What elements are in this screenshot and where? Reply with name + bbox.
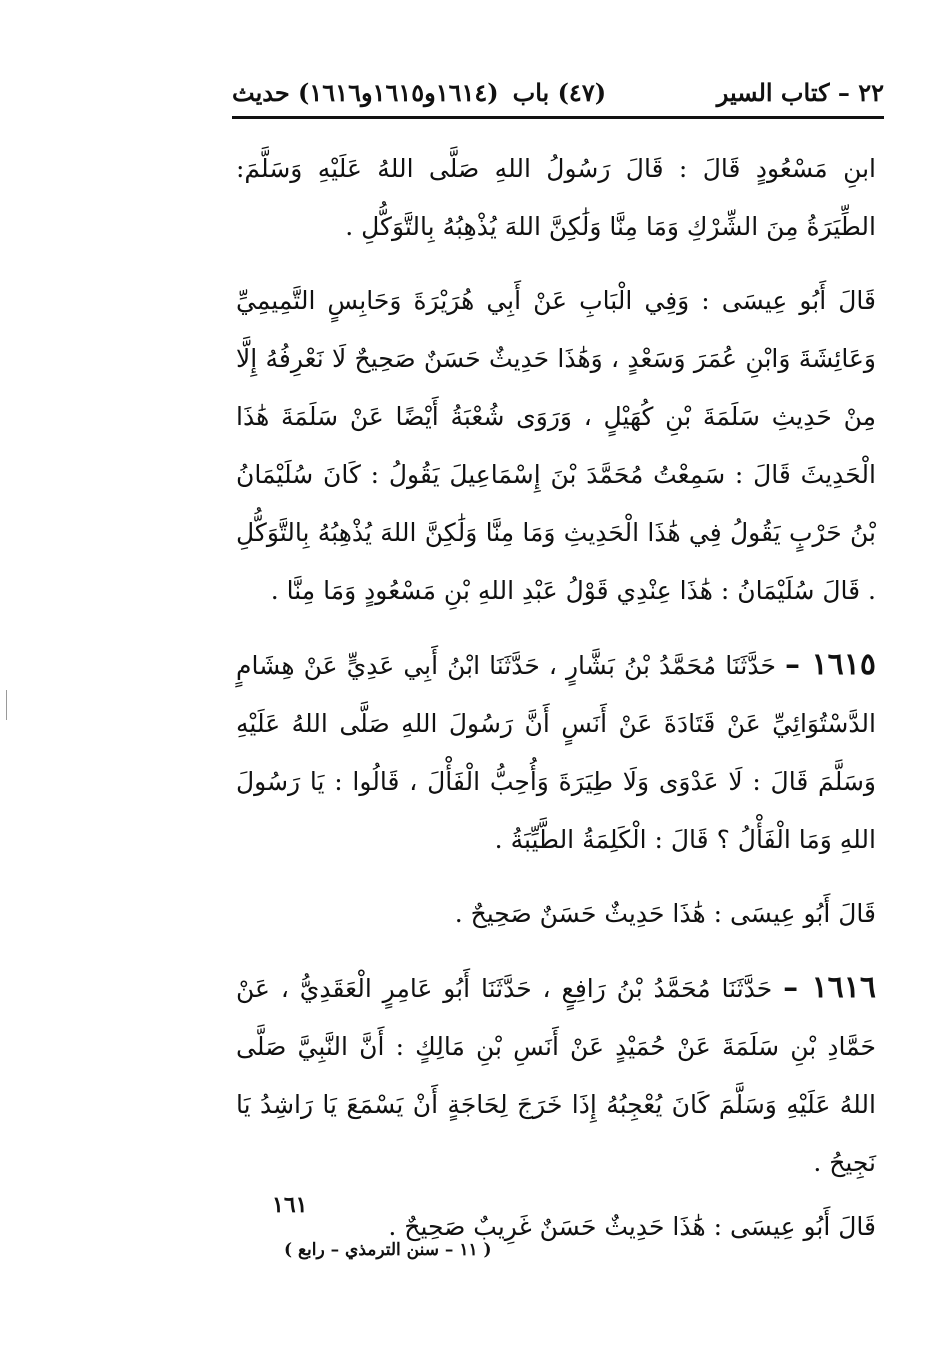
hadith-number-1616: ١٦١٦ –	[783, 970, 877, 1005]
hadith-1616-paragraph	[236, 959, 876, 1192]
paragraph-2: قَالَ أَبُو عِيسَى : وَفِي الْبَابِ عَنْ أَبِي هُرَيْرَةَ وَحَابِسٍ التَّمِيمِيِّ وَعَائِشَةَ وَابْنِ عُمَرَ وَسَعْدٍ ، وَهَٰذَا حَدِيثٌ حَسَنٌ صَحِيحٌ لَا نَعْرِفُهُ إِلَّا مِنْ حَدِيثِ سَلَمَةَ بْنِ كُهَيْلٍ ، وَرَوَى شُعْبَةُ أَيْضًا عَنْ سَلَمَةَ هَٰذَا الْحَدِيثَ قَالَ : سَمِعْتُ مُحَمَّدَ بْنَ إِسْمَاعِيلَ يَقُولُ : كَانَ سُلَيْمَانُ بْنُ حَرْبٍ يَقُولُ فِي هَٰذَا الْحَدِيثِ وَمَا مِنَّا وَلَٰكِنَّ اللهَ يُذْهِبُهُ بِالتَّوَكُّلِ . قَالَ سُلَيْمَانُ : هَٰذَا عِنْدِي قَوْلُ عَبْدِ اللهِ بْنِ مَسْعُودٍ وَمَا مِنَّا .	[236, 286, 876, 605]
hadith-1615-text: حَدَّثَنَا مُحَمَّدُ بْنُ بَشَّارٍ ، حَدَّثَنَا ابْنُ أَبِي عَدِيٍّ عَنْ هِشَامٍ الدَّسْتُوَائِيِّ عَنْ قَتَادَةَ عَنْ أَنَسٍ أَنَّ رَسُولَ اللهِ صَلَّى اللهُ عَلَيْهِ وَسَلَّمَ قَالَ : لَا عَدْوَى وَلَا طِيَرَةَ وَأُحِبُّ الْفَأْلَ ، قَالُوا : يَا رَسُولَ اللهِ وَمَا الْفَأْلُ ؟ قَالَ : الْكَلِمَةُ الطَّيِّبَةُ .	[236, 651, 876, 854]
header-chapter-group	[232, 78, 606, 107]
header-rule	[232, 116, 884, 119]
scan-margin-mark	[6, 690, 7, 720]
body-text	[236, 140, 876, 1272]
paragraph-grading-1: قَالَ أَبُو عِيسَى : هَٰذَا حَدِيثٌ حَسَنٌ صَحِيحٌ .	[454, 899, 876, 928]
header-hadith-range: (١٦١٤و١٦١٥و١٦١٦) حديث	[232, 77, 499, 107]
print-signature: ( ١١ – سنن الترمذي – رابع )	[284, 1240, 492, 1260]
header-chapter: (٤٧) باب	[512, 77, 607, 107]
hadith-number-1615: ١٦١٥ –	[784, 647, 876, 682]
hadith-1616-text: حَدَّثَنَا مُحَمَّدُ بْنُ رَافِعٍ ، حَدَّثَنَا أَبُو عَامِرٍ الْعَقَدِيُّ ، عَنْ حَمَّادِ بْنِ سَلَمَةَ عَنْ حُمَيْدٍ عَنْ أَنَسِ بْنِ مَالِكٍ : أَنَّ النَّبِيَّ صَلَّى اللهُ عَلَيْهِ وَسَلَّمَ كَانَ يُعْجِبُهُ إِذَا خَرَجَ لِحَاجَةٍ أَنْ يَسْمَعَ يَا رَاشِدُ يَا نَجِيحُ .	[236, 974, 876, 1177]
page-number: ١٦١	[272, 1192, 308, 1218]
hadith-1615-paragraph	[236, 636, 876, 869]
running-header	[232, 72, 884, 112]
paragraph-1: ابنِ مَسْعُودٍ قَالَ : قَالَ رَسُولُ اللهِ صَلَّى اللهُ عَلَيْهِ وَسَلَّمَ: الطِّيَرَةُ مِنَ الشِّرْكِ وَمَا مِنَّا وَلَٰكِنَّ اللهَ يُذْهِبُهُ بِالتَّوَكُّلِ .	[236, 154, 876, 241]
header-book-title: ٢٢ – كتاب السير	[716, 77, 884, 107]
paragraph-grading-2: قَالَ أَبُو عِيسَى : هَٰذَا حَدِيثٌ حَسَنٌ غَرِيبٌ صَحِيحٌ .	[388, 1212, 876, 1241]
